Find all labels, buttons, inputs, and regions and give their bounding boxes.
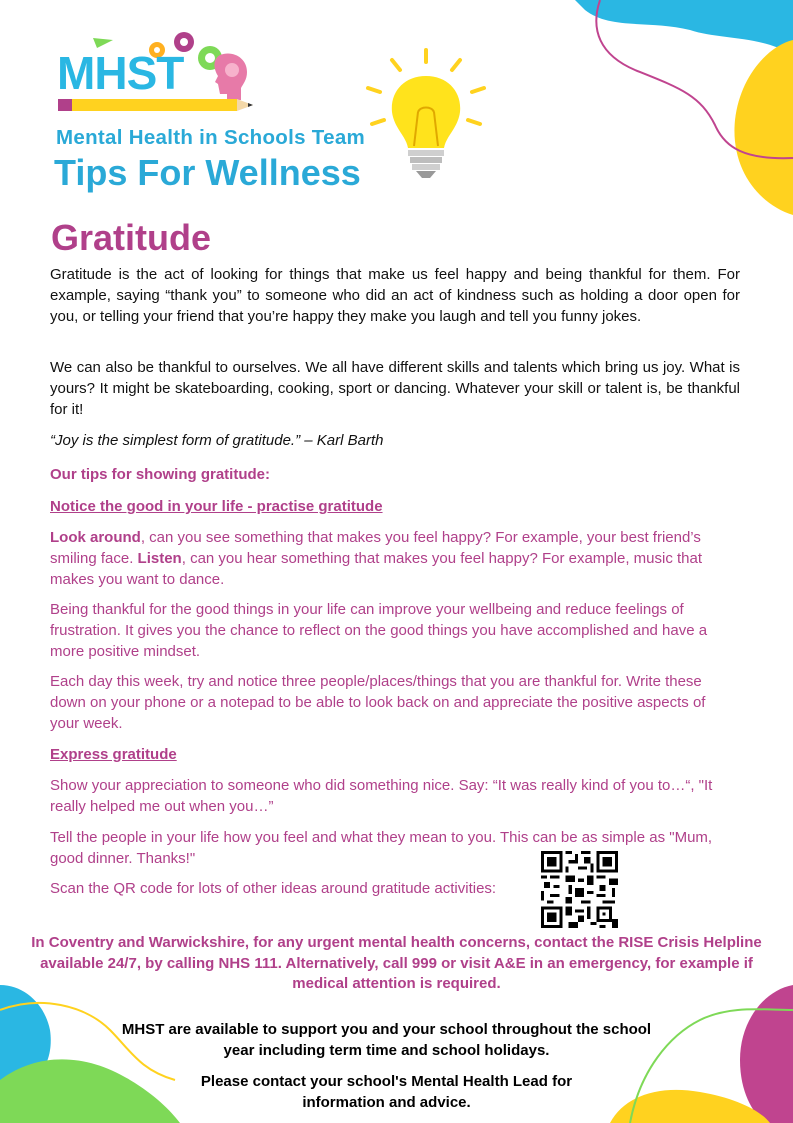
- qr-code[interactable]: [541, 851, 618, 928]
- show-appreciation-paragraph: Show your appreciation to someone who did something nice. Say: “It was really kind of you to…“, "It really helped me out when you…”: [50, 777, 713, 815]
- logo-letter-t: T: [156, 47, 184, 99]
- each-day-paragraph: Each day this week, try and notice three people/places/things that you are thankful for. Write these down on your phone or a notepad to be able to look back on and appreciate the positive aspects of your week.: [50, 673, 706, 732]
- section-heading-notice-good: Notice the good in your life - practise gratitude: [50, 498, 383, 515]
- section-heading-express-gratitude: Express gratitude: [50, 746, 177, 763]
- quote: “Joy is the simplest form of gratitude.” – Karl Barth: [50, 432, 384, 449]
- intro-paragraph-1: Gratitude is the act of looking for things that make us feel happy and being thankful for them. For example, saying “thank you” to someone who did an act of kindness such as holding a door open for you, or telling your friend that you’re happy they make you laugh and tell you funny jokes.: [50, 266, 740, 325]
- logo-letter-h: H: [94, 47, 127, 99]
- pencil-icon: [58, 99, 253, 111]
- light-bulb-icon: [360, 48, 490, 188]
- intro-paragraph-2: We can also be thankful to ourselves. We all have different skills and talents which bring us joy. What is yours? It might be skateboarding, cooking, sport or dancing. Whatever your skill or talent is, be thankful for it!: [50, 359, 740, 418]
- scan-qr-paragraph: Scan the QR code for lots of other ideas around gratitude activities:: [50, 880, 497, 897]
- look-around-label: Look around: [50, 529, 141, 546]
- listen-label: Listen: [137, 550, 182, 567]
- logo-letter-m: M: [57, 47, 95, 99]
- mhst-logo-text: [57, 46, 183, 100]
- bottom-left-green-blob: [0, 1059, 180, 1123]
- bottom-right-pink-blob: [740, 985, 793, 1123]
- topic-heading: Gratitude: [51, 217, 212, 258]
- thankful-paragraph: Being thankful for the good things in your life can improve your wellbeing and reduce feelings of frustration. It gives you the chance to reflect on the good things you have accomplished and have a more positive mindset.: [50, 601, 708, 660]
- footer-support-text: MHST are available to support you and your school throughout the school year including term time and school holidays.: [121, 1021, 652, 1059]
- crisis-helpline-notice: In Coventry and Warwickshire, for any urgent mental health concerns, contact the RISE Crisis Helpline available 24/7, by calling NHS 111. Alternatively, call 999 or visit A&E in an emergency, for example if medical attention is required.: [31, 934, 762, 992]
- footer-contact-text: Please contact your school's Mental Health Lead for information and advice.: [200, 1073, 573, 1111]
- page-title: Tips For Wellness: [54, 152, 361, 193]
- logo-letter-s: S: [126, 47, 157, 99]
- top-right-blue-blob: [575, 0, 793, 55]
- look-listen-paragraph: [50, 527, 720, 590]
- team-name: Mental Health in Schools Team: [56, 126, 366, 149]
- top-right-yellow-blob: [734, 40, 793, 215]
- look-around-text: , can you see something that makes you feel happy? For example, your best friend’s smiling face.: [50, 529, 701, 567]
- listen-text: , can you hear something that makes you feel happy? For example, music that makes you want to dance.: [50, 550, 703, 588]
- tips-heading: Our tips for showing gratitude:: [50, 466, 270, 483]
- tell-people-paragraph: Tell the people in your life how you feel and what they mean to you. This can be as simple as "Mum, good dinner. Thanks!": [50, 829, 713, 867]
